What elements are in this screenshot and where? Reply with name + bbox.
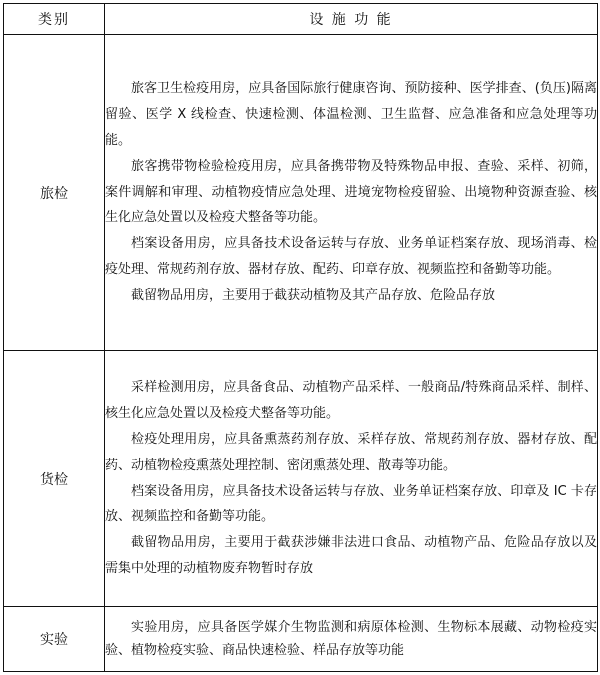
facility-function-table [3, 3, 598, 672]
function-cell [105, 35, 598, 351]
table-header-row [4, 4, 598, 35]
function-paragraph: 旅客携带物检验检疫用房，应具备携带物及特殊物品申报、查验、采样、初筛，案件调解和审理、动植物疫情应急处理、进境宠物检疫留验、出境物种资源查验、核生化应急处置以及检疫犬整备等功能。 [105, 158, 597, 226]
table-row-passenger-inspection [4, 35, 598, 351]
table-row-laboratory [4, 607, 598, 672]
category-cell: 实验 [4, 607, 105, 672]
header-function: 设 施 功 能 [105, 4, 598, 35]
function-paragraph: 档案设备用房，应具备技术设备运转与存放、业务单证档案存放、印章及 IC 卡存放、视频监控和备勤等功能。 [105, 483, 597, 525]
function-paragraph: 旅客卫生检疫用房，应具备国际旅行健康咨询、预防接种、医学排查、(负压)隔离留验、医学 X 线检查、快速检测、体温检测、卫生监督、应急准备和应急处理等功能。 [105, 81, 597, 148]
function-paragraph: 实验用房，应具备医学媒介生物监测和病原体检测、生物标本展藏、动物检疫实验、植物检疫实验、商品快速检验、样品存放等功能 [105, 620, 597, 658]
function-paragraph: 截留物品用房，主要用于截获涉嫌非法进口食品、动植物产品、危险品存放以及需集中处理的动植物废弃物暂时存放 [105, 535, 597, 576]
category-cell: 货检 [4, 351, 105, 607]
function-paragraph: 检疫处理用房，应具备熏蒸药剂存放、采样存放、常规药剂存放、器材存放、配药、动植物检疫熏蒸处理控制、密闭熏蒸处理、散毒等功能。 [105, 431, 597, 473]
function-paragraph: 截留物品用房，主要用于截获动植物及其产品存放、危险品存放 [131, 287, 496, 303]
function-cell [105, 607, 598, 672]
header-category: 类别 [4, 4, 105, 35]
table-row-cargo-inspection [4, 351, 598, 607]
category-cell: 旅检 [4, 35, 105, 351]
function-paragraph: 采样检测用房，应具备食品、动植物产品采样、一般商品/特殊商品采样、制样、核生化应急处置以及检疫犬整备等功能。 [105, 380, 597, 422]
function-cell [105, 351, 598, 607]
function-paragraph: 档案设备用房，应具备技术设备运转与存放、业务单证档案存放、现场消毒、检疫处理、常规药剂存放、器材存放、配药、印章存放、视频监控和备勤等功能。 [105, 236, 597, 277]
